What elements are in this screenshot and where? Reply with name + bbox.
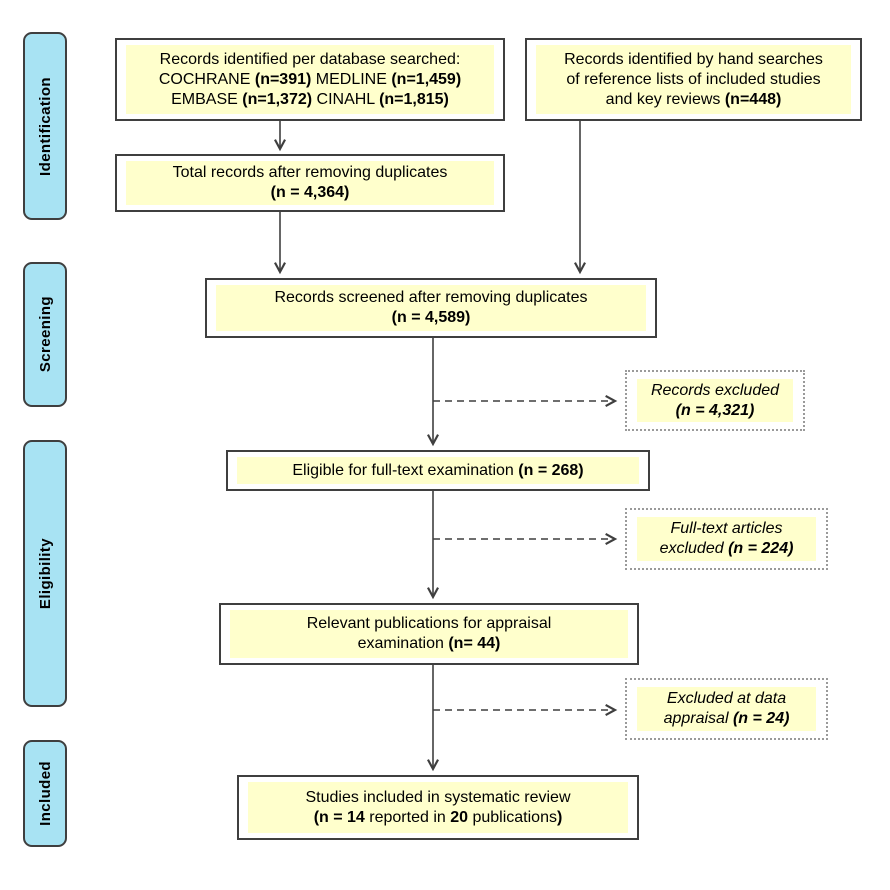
box-included-studies-line1: Studies included in systematic review: [305, 788, 571, 806]
box-records-screened-line1: Records screened after removing duplicates: [274, 289, 588, 306]
box-hand-search-records: [525, 38, 862, 121]
box-database-records: [115, 38, 505, 121]
box-database-records-line1: Records identified per database searched:: [159, 50, 461, 68]
box-total-records: [115, 154, 505, 212]
stage-included: [23, 740, 67, 847]
box-database-records-line2: COCHRANE (n=391) MEDLINE (n=1,459): [158, 70, 462, 88]
box-total-records-line1: Total records after removing duplicates: [172, 164, 448, 181]
box-records-screened-line2: (n = 4,589): [391, 309, 471, 326]
box-fulltext-eligible-line1: Eligible for full-text examination (n = 268): [292, 461, 584, 479]
box-records-excluded-line2: (n = 4,321): [675, 401, 755, 419]
box-fulltext-excluded-line1: Full-text articles: [670, 520, 783, 537]
box-records-screened: [205, 278, 657, 338]
stage-screening-label: Screening: [36, 296, 54, 373]
box-hand-search-line1: Records identified by hand searches: [564, 50, 823, 68]
stage-identification: [23, 32, 67, 220]
box-fulltext-excluded-line2: excluded (n = 224): [659, 540, 794, 557]
box-appraisal-excluded-line1: Excluded at data: [666, 690, 787, 707]
stage-eligibility-label: Eligibility: [36, 537, 54, 610]
box-appraisal-line2: examination (n= 44): [357, 635, 501, 652]
stage-eligibility: [23, 440, 67, 707]
stage-identification-label: Identification: [36, 76, 54, 176]
box-fulltext-eligible: [226, 450, 650, 491]
box-appraisal-excluded: [625, 678, 828, 740]
stage-screening: [23, 262, 67, 407]
box-hand-search-line2: of reference lists of included studies: [566, 70, 821, 88]
box-appraisal: [219, 603, 639, 665]
box-included-studies: [237, 775, 639, 840]
box-hand-search-line3: and key reviews (n=448): [605, 90, 782, 108]
box-fulltext-excluded: [625, 508, 828, 570]
box-included-studies-line2: (n = 14 reported in 20 publications): [313, 808, 563, 826]
box-total-records-line2: (n = 4,364): [270, 184, 350, 201]
stage-included-label: Included: [36, 761, 54, 826]
box-database-records-line3: EMBASE (n=1,372) CINAHL (n=1,815): [171, 90, 449, 108]
box-records-excluded-line1: Records excluded: [650, 381, 780, 399]
box-appraisal-line1: Relevant publications for appraisal: [306, 615, 552, 632]
box-records-excluded: [625, 370, 805, 431]
box-appraisal-excluded-line2: appraisal (n = 24): [663, 710, 790, 727]
